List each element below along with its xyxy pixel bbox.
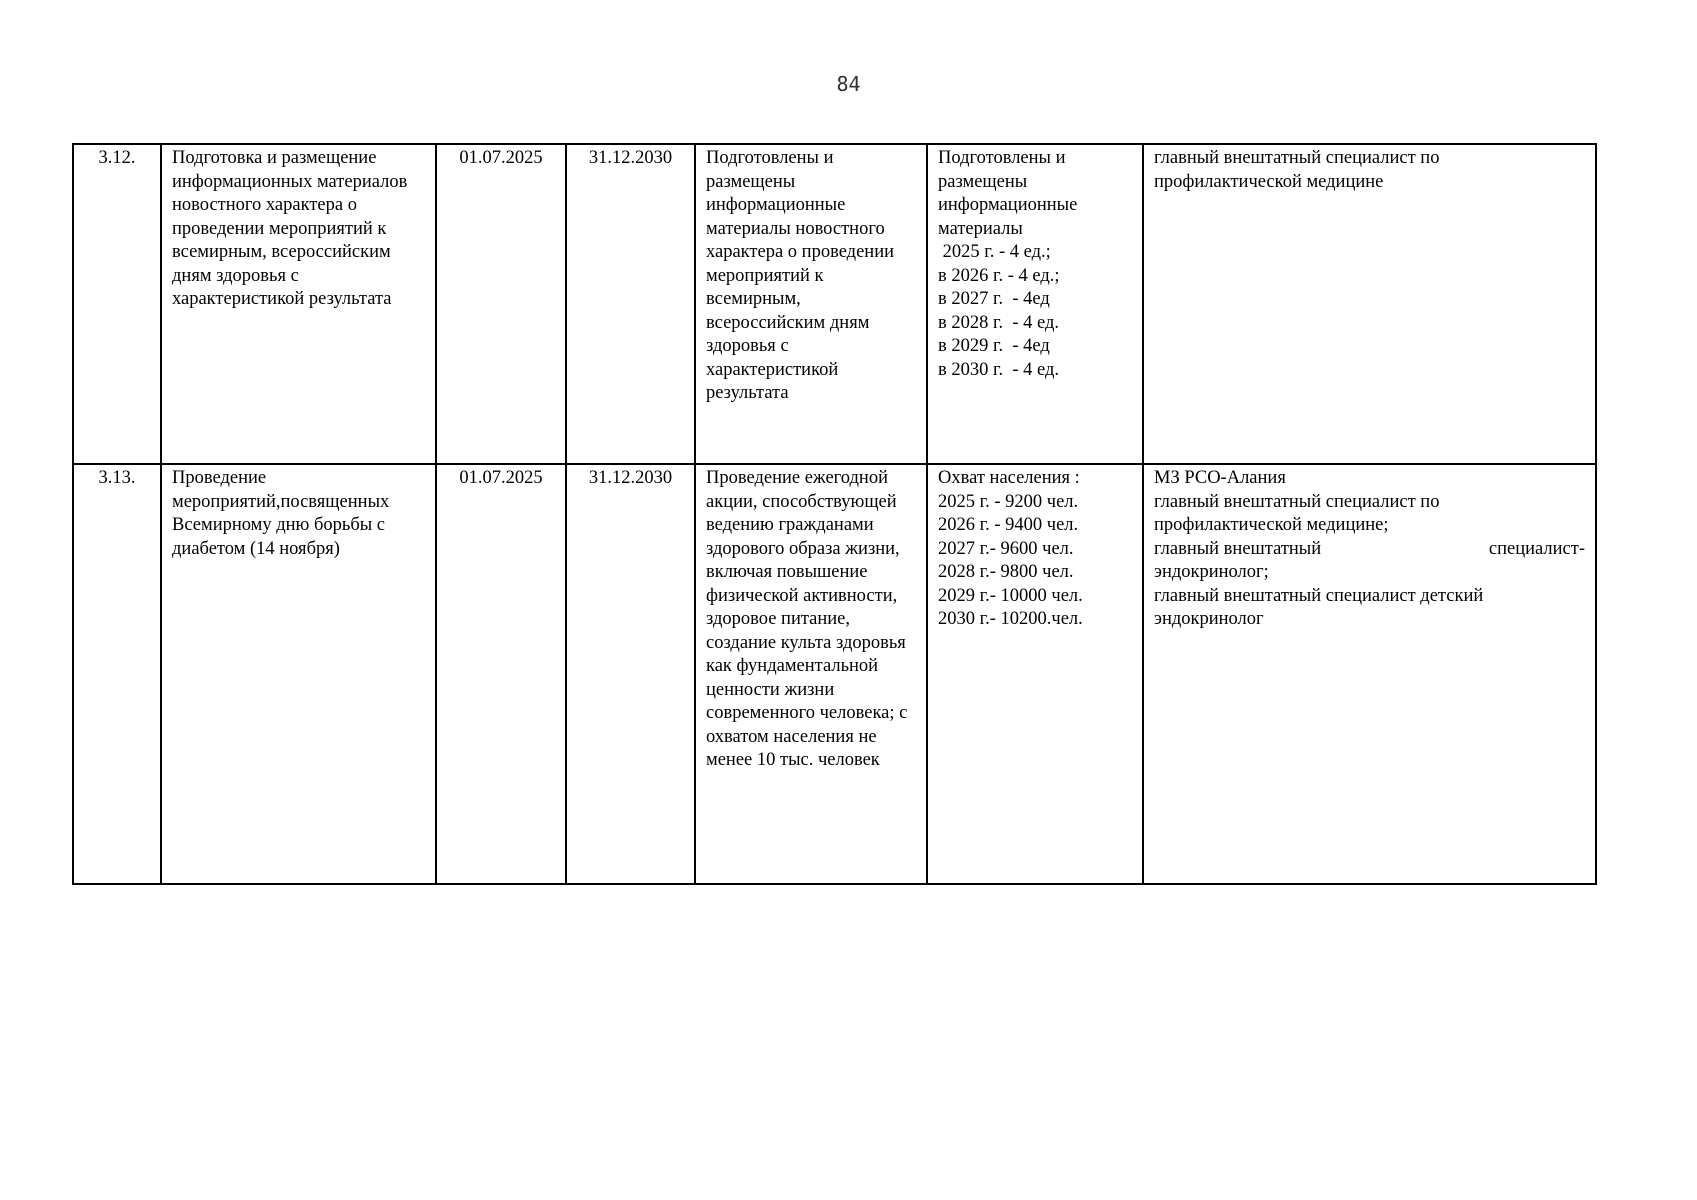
indicator-line: 2029 г.- 10000 чел. xyxy=(938,585,1083,606)
indicator-cell xyxy=(927,144,1143,464)
table-row xyxy=(73,464,1596,884)
indicator-line: в 2026 г. - 4 ед.; xyxy=(938,265,1060,286)
responsible-line: МЗ РСО-Алания xyxy=(1154,468,1286,488)
indicator-cell xyxy=(927,464,1143,884)
page-number: 84 xyxy=(836,72,861,96)
result-cell: Подготовлены и размещены информационные материалы новостного характера о проведении мероприятий к всемирным, всероссийским дням здоровья с характеристикой результата xyxy=(695,144,927,464)
indicator-line: в 2029 г. - 4ед xyxy=(938,336,1050,356)
end-date-cell: 31.12.2030 xyxy=(566,464,695,884)
indicator-line: 2027 г.- 9600 чел. xyxy=(938,538,1074,559)
indicator-line: размещены xyxy=(938,171,1028,192)
table-row xyxy=(73,144,1596,464)
responsible-line: главный внештатный специалист детский эндокринолог xyxy=(1154,585,1484,629)
end-date-cell: 31.12.2030 xyxy=(566,144,695,464)
indicator-line: материалы xyxy=(938,218,1023,239)
indicator-line: Охват населения : xyxy=(938,468,1080,488)
indicator-line: 2025 г. - 9200 чел. xyxy=(938,491,1079,512)
indicator-line: в 2028 г. - 4 ед. xyxy=(938,312,1060,333)
indicator-line: 2028 г.- 9800 чел. xyxy=(938,562,1074,582)
row-number: 3.12. xyxy=(73,144,161,464)
plan-table xyxy=(72,143,1597,885)
indicator-line: 2025 г. - 4 ед.; xyxy=(938,242,1051,262)
indicator-line: Подготовлены и xyxy=(938,148,1066,168)
responsible-line-left: главный внештатный xyxy=(1154,538,1322,559)
responsible-line: главный внештатный специалист по профилактической медицине; xyxy=(1154,491,1440,535)
responsible-cell xyxy=(1143,464,1596,884)
start-date-cell: 01.07.2025 xyxy=(436,464,566,884)
indicator-line: 2026 г. - 9400 чел. xyxy=(938,515,1079,535)
row-number: 3.13. xyxy=(73,464,161,884)
indicator-line: в 2027 г. - 4ед xyxy=(938,289,1050,309)
responsible-line xyxy=(1154,538,1585,562)
indicator-line: в 2030 г. - 4 ед. xyxy=(938,359,1060,380)
result-cell: Проведение ежегодной акции, способствующей ведению гражданами здорового образа жизни, включая повышение физической активности, здоровое питание, создание культа здоровья как фундаментальной ценности жизни современного человека; с охватом населения не менее 10 тыс. человек xyxy=(695,464,927,884)
responsible-cell: главный внештатный специалист по профилактической медицине xyxy=(1143,144,1596,464)
indicator-line: 2030 г.- 10200.чел. xyxy=(938,609,1083,629)
responsible-line: эндокринолог; xyxy=(1154,562,1269,582)
activity-cell: Проведение мероприятий,посвященных Всемирному дню борьбы с диабетом (14 ноября) xyxy=(161,464,436,884)
activity-cell: Подготовка и размещение информационных материалов новостного характера о проведении мероприятий к всемирным, всероссийским дням здоровья с характеристикой результата xyxy=(161,144,436,464)
indicator-line: информационные xyxy=(938,195,1078,215)
responsible-line-right: специалист- xyxy=(1488,538,1585,559)
start-date-cell: 01.07.2025 xyxy=(436,144,566,464)
